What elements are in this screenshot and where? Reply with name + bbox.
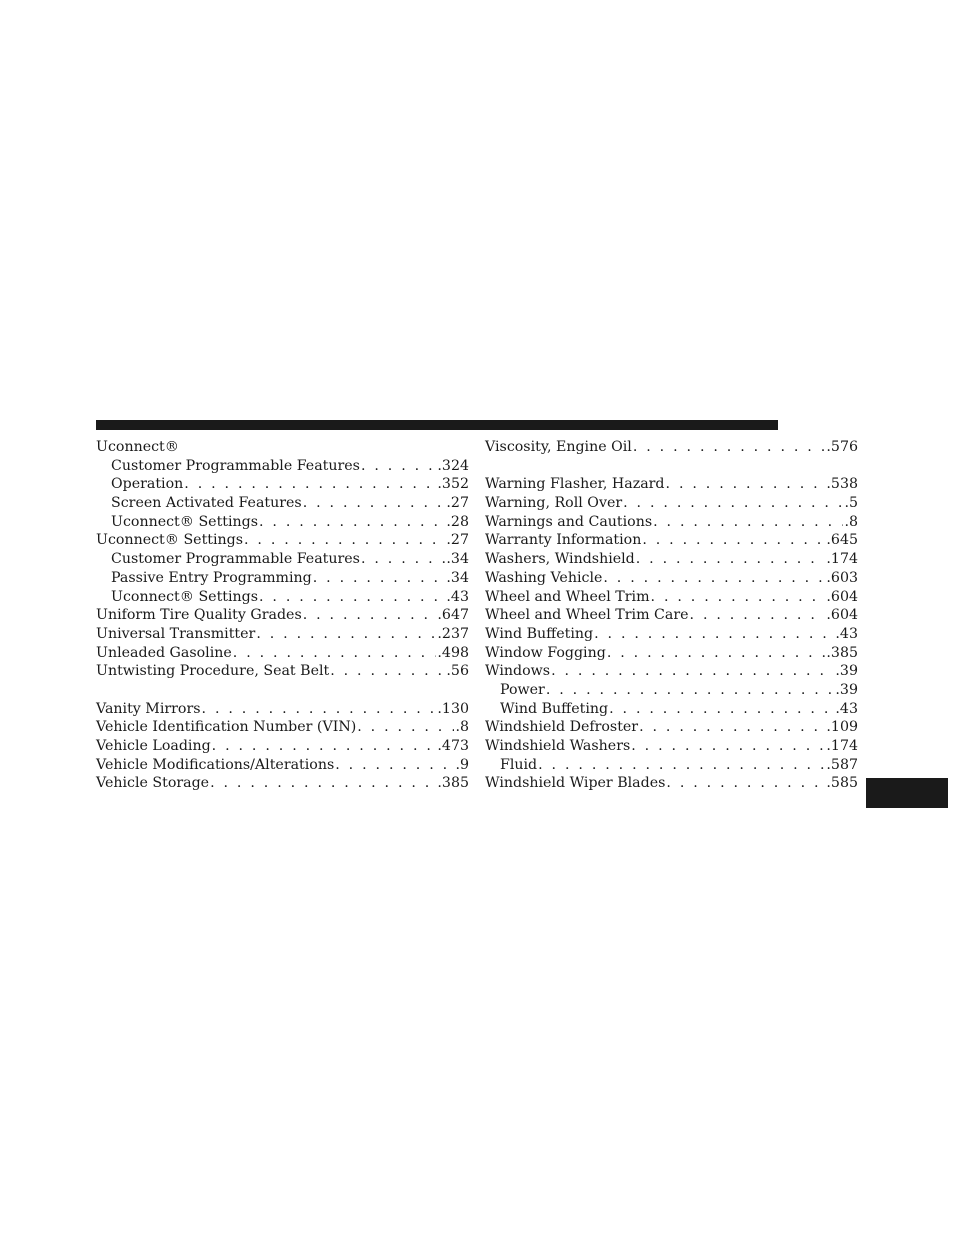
page-number: .538 xyxy=(826,476,858,493)
page-number: .39 xyxy=(835,663,858,680)
page-number: .27 xyxy=(446,495,469,512)
page-number: .9 xyxy=(455,756,469,773)
page-number: .237 xyxy=(437,625,469,642)
index-subentry xyxy=(485,681,858,700)
index-term: Vehicle Modifications/Alterations xyxy=(96,756,335,773)
index-entry xyxy=(485,531,858,550)
index-entry xyxy=(96,644,469,663)
index-term: Uniform Tire Quality Grades xyxy=(96,607,302,624)
dot-leader xyxy=(335,756,454,775)
page-number: .109 xyxy=(826,719,858,736)
page-number: .587 xyxy=(826,756,858,773)
dot-leader xyxy=(313,569,446,588)
dot-leader xyxy=(210,774,436,793)
dot-leader xyxy=(631,737,825,756)
index-entry xyxy=(485,588,858,607)
index-term: Warnings and Cautions xyxy=(485,513,653,530)
index-entry xyxy=(485,513,858,532)
index-entry xyxy=(485,494,858,513)
page-number: .130 xyxy=(437,700,469,717)
index-entry xyxy=(96,718,469,737)
index-entry xyxy=(485,662,858,681)
index-entry xyxy=(485,550,858,569)
page-number: .645 xyxy=(826,532,858,549)
page-number: .27 xyxy=(446,532,469,549)
dot-leader xyxy=(259,588,445,607)
dot-leader xyxy=(603,569,825,588)
dot-leader xyxy=(642,531,825,550)
page-number: .603 xyxy=(826,569,858,586)
dot-leader xyxy=(202,700,437,719)
page-number: .8 xyxy=(844,513,858,530)
index-entry xyxy=(96,756,469,775)
page-number: .576 xyxy=(826,439,858,455)
index-entry xyxy=(485,718,858,737)
index-term: Warning Flasher, Hazard xyxy=(485,476,665,493)
dot-leader xyxy=(551,662,834,681)
index-column-left xyxy=(96,438,469,793)
index-term: Universal Transmitter xyxy=(96,625,256,642)
page-number: .585 xyxy=(826,775,858,792)
section-top-rule xyxy=(96,420,778,430)
index-term: Operation xyxy=(111,476,184,493)
dot-leader xyxy=(651,588,826,607)
index-entry xyxy=(96,438,469,457)
page-number: .174 xyxy=(826,738,858,754)
index-entry xyxy=(96,625,469,644)
index-term: Window Fogging xyxy=(485,644,606,661)
dot-leader xyxy=(303,494,446,513)
index-entry xyxy=(96,774,469,793)
index-term: Vehicle Storage xyxy=(96,775,210,792)
page-number: .43 xyxy=(835,625,858,642)
index-term: Wheel and Wheel Trim Care xyxy=(485,607,689,624)
index-spacer xyxy=(96,681,469,700)
page-number: .324 xyxy=(437,457,469,474)
dot-leader xyxy=(609,700,834,719)
index-entry xyxy=(485,475,858,494)
page-number: .473 xyxy=(437,738,469,754)
index-term: Uconnect® xyxy=(96,439,179,455)
dot-leader xyxy=(666,475,826,494)
index-term: Windows xyxy=(485,663,551,680)
index-term: Vanity Mirrors xyxy=(96,700,201,717)
index-thumb-tab xyxy=(866,778,948,808)
dot-leader xyxy=(361,457,436,476)
index-subentry xyxy=(96,494,469,513)
index-term: Windshield Washers xyxy=(485,738,631,754)
dot-leader xyxy=(546,681,835,700)
page-number: .174 xyxy=(826,551,858,568)
dot-leader xyxy=(256,625,436,644)
index-term: Customer Programmable Features xyxy=(111,457,360,474)
dot-leader xyxy=(653,513,843,532)
index-term: Washers, Windshield xyxy=(485,551,635,568)
index-entry xyxy=(485,438,858,457)
index-term: Wheel and Wheel Trim xyxy=(485,588,650,605)
dot-leader xyxy=(259,513,445,532)
page-number: .647 xyxy=(437,607,469,624)
index-entry xyxy=(485,606,858,625)
page-number: .28 xyxy=(446,513,469,530)
dot-leader xyxy=(357,718,454,737)
index-term: Screen Activated Features xyxy=(111,495,302,512)
page-number: .385 xyxy=(437,775,469,792)
page-number: .5 xyxy=(844,495,858,512)
index-spacer xyxy=(485,457,858,476)
index-term: Uconnect® Settings xyxy=(96,532,244,549)
index-term: Viscosity, Engine Oil xyxy=(485,439,632,455)
dot-leader xyxy=(639,718,825,737)
index-entry xyxy=(485,625,858,644)
dot-leader xyxy=(538,756,825,775)
page-number: .352 xyxy=(437,476,469,493)
index-subentry xyxy=(96,475,469,494)
index-term: Wind Buffeting xyxy=(500,700,609,717)
page-number: .385 xyxy=(826,644,858,661)
index-subentry xyxy=(485,700,858,719)
index-term: Vehicle Loading xyxy=(96,738,211,754)
index-entry xyxy=(96,606,469,625)
index-term: Washing Vehicle xyxy=(485,569,603,586)
dot-leader xyxy=(330,662,445,681)
index-term: Unleaded Gasoline xyxy=(96,644,232,661)
dot-leader xyxy=(303,606,437,625)
index-entry xyxy=(485,737,858,756)
page-number: .43 xyxy=(446,588,469,605)
dot-leader xyxy=(607,644,826,663)
dot-leader xyxy=(361,550,445,569)
page-number: .34 xyxy=(446,569,469,586)
dot-leader xyxy=(633,438,826,457)
page-number: .604 xyxy=(826,607,858,624)
index-subentry xyxy=(96,513,469,532)
index-term: Vehicle Identification Number (VIN) xyxy=(96,719,357,736)
index-term: Untwisting Procedure, Seat Belt xyxy=(96,663,330,680)
index-term: Passive Entry Programming xyxy=(111,569,312,586)
dot-leader xyxy=(212,737,437,756)
index-entry xyxy=(96,531,469,550)
index-term: Power xyxy=(500,681,545,698)
index-subentry xyxy=(485,756,858,775)
dot-leader xyxy=(233,644,437,663)
index-term: Fluid xyxy=(500,756,538,773)
dot-leader xyxy=(690,606,826,625)
index-entry xyxy=(96,662,469,681)
page-number: .34 xyxy=(446,551,469,568)
dot-leader xyxy=(594,625,834,644)
dot-leader xyxy=(636,550,826,569)
index-term: Customer Programmable Features xyxy=(111,551,360,568)
index-entry xyxy=(96,700,469,719)
index-entry xyxy=(485,569,858,588)
index-term: Uconnect® Settings xyxy=(111,588,259,605)
index-subentry xyxy=(96,550,469,569)
index-term: Warranty Information xyxy=(485,532,642,549)
page-number: .8 xyxy=(455,719,469,736)
page-number: .604 xyxy=(826,588,858,605)
page-number: .56 xyxy=(446,663,469,680)
index-term: Wind Buffeting xyxy=(485,625,594,642)
dot-leader xyxy=(244,531,445,550)
index-term: Uconnect® Settings xyxy=(111,513,259,530)
index-subentry xyxy=(96,588,469,607)
page-number: .39 xyxy=(835,681,858,698)
index-subentry xyxy=(96,457,469,476)
index-term: Warning, Roll Over xyxy=(485,495,623,512)
index-entry xyxy=(96,737,469,756)
index-subentry xyxy=(96,569,469,588)
index-entry xyxy=(485,644,858,663)
index-term: Windshield Defroster xyxy=(485,719,639,736)
page-number: .498 xyxy=(437,644,469,661)
dot-leader xyxy=(184,475,436,494)
dot-leader xyxy=(666,774,825,793)
index-entry xyxy=(485,774,858,793)
index-column-right xyxy=(485,438,858,793)
dot-leader xyxy=(623,494,843,513)
index-term: Windshield Wiper Blades xyxy=(485,775,666,792)
page-number: .43 xyxy=(835,700,858,717)
